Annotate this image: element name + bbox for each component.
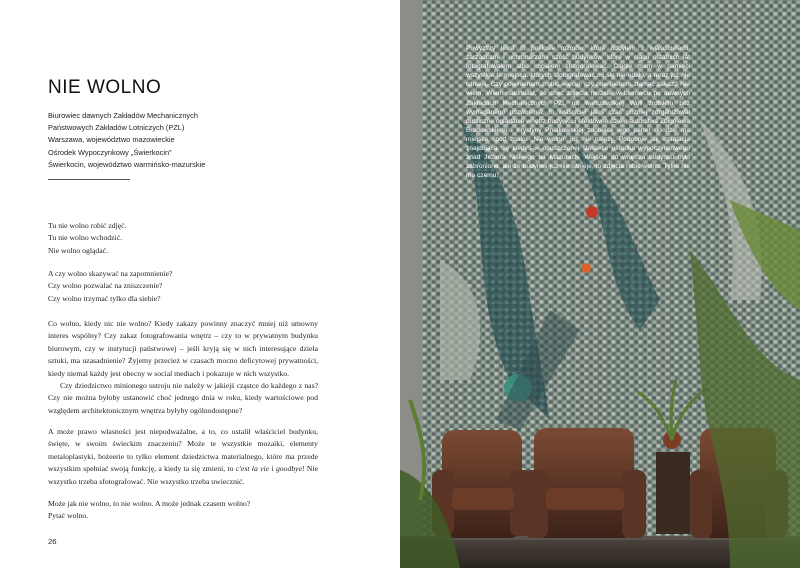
poem-line: Czy wolno pozwalać na zniszczenie? <box>48 281 163 291</box>
essay-section-2 <box>48 426 318 488</box>
meta-line: Państwowych Zakładów Lotniczych (PZL) <box>48 123 185 133</box>
poem-line: Tu nie wolno robić zdjęć. <box>48 221 127 230</box>
caption-overlay <box>466 44 690 180</box>
poem-stanza-1 <box>48 220 318 257</box>
page-title: NIE WOLNO <box>48 77 162 98</box>
text-run: A może prawo własności jest niepodważalne, a to, co ustalił właściciel budynku, święte, w swoim świeckim znaczeniu? Może te wszystkie mozaiki, elementy metaloplastyki, bożeerie to tylko element dziedzictwa materialnego, które ma przede wszystkim spełniać swoją funkcję, a kiedy ta się zmieni, to <box>48 427 318 474</box>
meta-line: Ośrodek Wypoczynkowy „Świerkocin” <box>48 148 172 157</box>
meta-line: Warszawa, województwo mazowieckie <box>48 135 175 145</box>
italic-phrase: goodbye <box>275 464 302 474</box>
poem-line: Czy wolno trzymać tylko dla siebie? <box>48 293 161 303</box>
armchair-left <box>432 430 532 538</box>
location-info-2 <box>48 147 205 171</box>
text-run: i <box>269 464 276 474</box>
italic-phrase: c'est la vie <box>235 464 270 474</box>
right-page-photo <box>400 0 800 568</box>
poem-stanza-2 <box>48 268 318 305</box>
armchair-middle <box>524 428 646 538</box>
paragraph: Co wolno, kiedy nic nie wolno? Kiedy zakazy powinny znaczyć mniej niż umowny interes wspólny? Czy zakaz fotografowania wnętrz – czy to w prywatnym budynku biurowym, czy w instytucji państwowej – jeśli kryją się w nich interesujące dzieła sztuki, ma uzasadnienie? Żyjemy przecież w czasach mocno deficytowej prywatności, kiedy niemal każdy jest obecny w social mediach i pokazuje w nich wszystko. <box>48 319 318 378</box>
divider <box>48 179 130 180</box>
paragraph: Czy dziedzictwo minionego ustroju nie należy w jakiejś cząstce do każdego z nas? Czy nie można byłoby ustanowić choć jednego dnia w roku, kiedy wartościowe pod względem architektonicznym wnętrza byłyby ogólnodostępne? <box>48 381 318 415</box>
closing-line: Pytać wolno. <box>48 511 89 521</box>
meta-line: Świerkocin, województwo warmińsko-mazurskie <box>48 160 206 170</box>
poem-line: Nie wolno oglądać. <box>48 245 108 255</box>
text-run: ! Nie wszystko trzeba sfotografować. Nie wszystko trzeba uwiecznić. <box>48 464 318 486</box>
meta-line: Biurowiec dawnych Zakładów Mechanicznych <box>48 111 198 120</box>
location-info-1 <box>48 110 198 147</box>
page-number: 26 <box>48 537 57 546</box>
closing-line: Może jak nie wolno, to nie wolno. A może jednak czasem wolno? <box>48 499 251 508</box>
closing-lines <box>48 498 318 523</box>
caption-text: Powyższy tekst to pokłosie rozmów, które odbyłem z właścicielami, zarządcami i uchronarzami sześć budynków, które w ciągu ostatnich lat fotografowałem albo chciałem sfotografować. Ciągle mam w pamięci wszystkie te miejsca, których sfotografować mi się nie udało, a teraz już nie istnieją. Czy powinienem zrobić więcej, czy powinienem złamać zakaz? Nie wiem. Wiem natomiast, że chęć zdjęcia mozaiki w biurowcu po dawnych Zakładach Mechanicznych PZL na warszawskiej Woli zrobiłem bez wymaganego pozwolenia, to właściciel jakiś czas później zorganizował publiczne oglądanie wnętrz budynku i efektowne dzieło autorstwa Zbigniewa Brodowskiego i Krystyny Pniakowskiej zdobiące jego parter do dziś ma miejsce spod znaku „Nie wolno” już nie należy. Podobnie jak instalacja znajdująca się kiedyś w opuszczonej stołówce ośrodka wypoczynkowego znad Jeziora Niskiego na Mazurach. Wejście do wnętrza budynku było zabronione, ale że budynek już nie istnieje, to zdjęcia robić wolno. Tylko nie ma czemu. <box>466 45 690 180</box>
poem-line: Tu nie wolno wchodzić. <box>48 233 123 243</box>
poem-line: A czy wolno skazywać na zapomnienie? <box>48 269 173 278</box>
essay-section-1 <box>48 318 318 417</box>
paragraph <box>48 426 318 488</box>
